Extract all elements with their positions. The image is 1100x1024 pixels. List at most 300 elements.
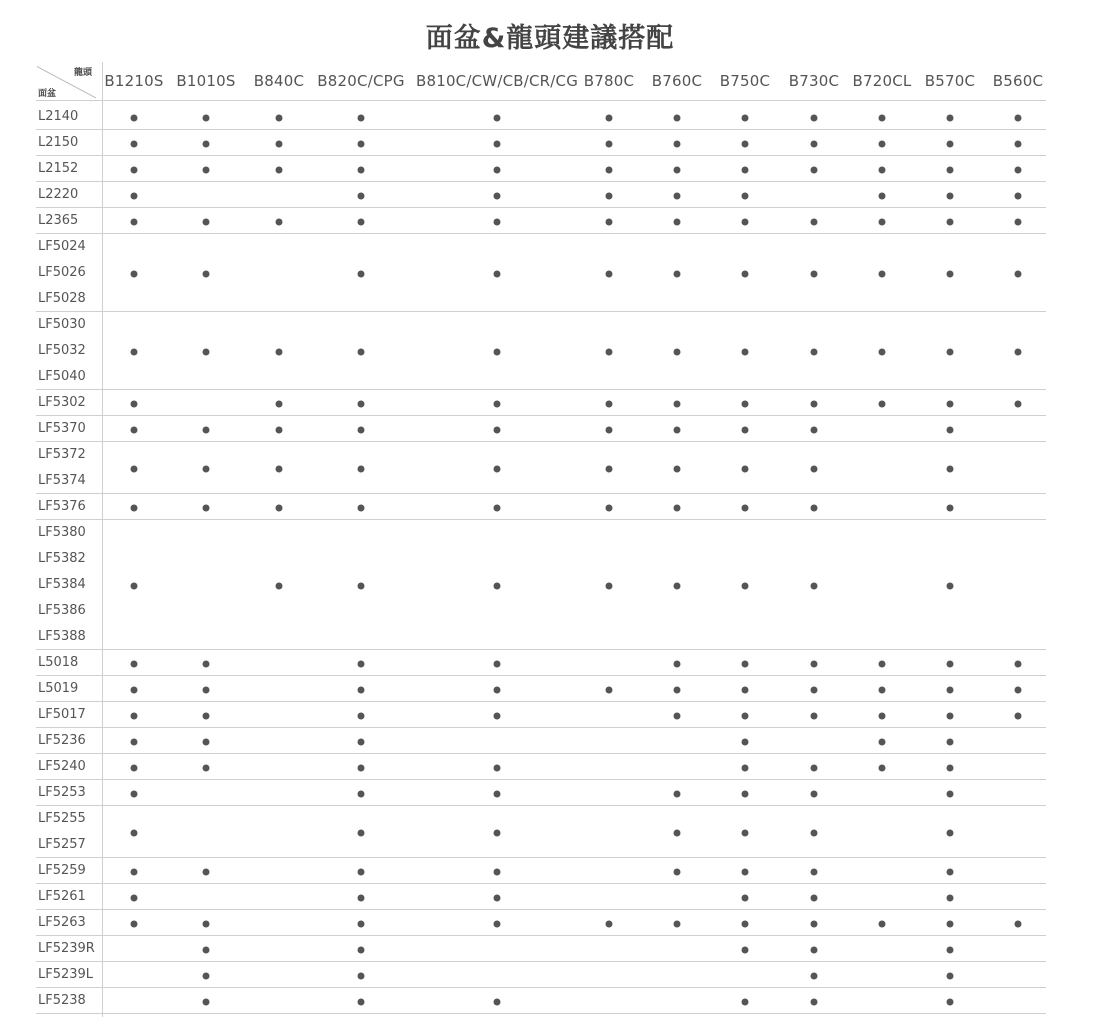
compatibility-dot: [203, 466, 210, 473]
row-label: LF5374: [38, 473, 86, 488]
compatibility-dot: [131, 271, 138, 278]
row-label: LF5370: [38, 421, 86, 436]
compatibility-dot: [606, 466, 613, 473]
row-divider: [36, 129, 1046, 130]
compatibility-dot: [606, 687, 613, 694]
compatibility-dot: [674, 687, 681, 694]
compatibility-dot: [811, 999, 818, 1006]
compatibility-dot: [947, 947, 954, 954]
compatibility-dot: [742, 141, 749, 148]
compatibility-dot: [1015, 167, 1022, 174]
row-divider: [36, 233, 1046, 234]
compatibility-dot: [276, 505, 283, 512]
compatibility-dot: [606, 427, 613, 434]
row-label: LF5030: [38, 317, 86, 332]
row-label: LF5028: [38, 291, 86, 306]
compatibility-dot: [811, 349, 818, 356]
row-divider: [36, 675, 1046, 676]
row-label: LF5240: [38, 759, 86, 774]
compatibility-dot: [494, 999, 501, 1006]
compatibility-dot: [674, 141, 681, 148]
compatibility-dot: [358, 830, 365, 837]
compatibility-dot: [742, 739, 749, 746]
compatibility-dot: [674, 115, 681, 122]
compatibility-dot: [947, 427, 954, 434]
compatibility-dot: [879, 115, 886, 122]
compatibility-dot: [879, 661, 886, 668]
row-label: LF5388: [38, 629, 86, 644]
row-label: L5018: [38, 655, 79, 670]
compatibility-dot: [131, 895, 138, 902]
compatibility-dot: [879, 219, 886, 226]
compatibility-dot: [742, 349, 749, 356]
compatibility-dot: [947, 830, 954, 837]
compatibility-dot: [358, 869, 365, 876]
row-divider: [36, 883, 1046, 884]
compatibility-dot: [811, 973, 818, 980]
compatibility-dot: [947, 687, 954, 694]
compatibility-dot: [203, 219, 210, 226]
page-title: 面盆&龍頭建議搭配: [425, 23, 675, 54]
compatibility-dot: [358, 583, 365, 590]
compatibility-dot: [203, 739, 210, 746]
compatibility-dot: [494, 791, 501, 798]
compatibility-dot: [358, 765, 365, 772]
row-divider: [36, 649, 1046, 650]
row-label: L2140: [38, 109, 79, 124]
row-label: LF5382: [38, 551, 86, 566]
compatibility-dot: [811, 687, 818, 694]
compatibility-dot: [358, 427, 365, 434]
compatibility-dot: [879, 401, 886, 408]
compatibility-dot: [131, 349, 138, 356]
compatibility-dot: [203, 505, 210, 512]
compatibility-dot: [494, 466, 501, 473]
compatibility-dot: [879, 167, 886, 174]
row-divider: [36, 805, 1046, 806]
compatibility-dot: [606, 115, 613, 122]
compatibility-dot: [742, 947, 749, 954]
compatibility-dot: [203, 661, 210, 668]
compatibility-dot: [494, 427, 501, 434]
row-label: LF5032: [38, 343, 86, 358]
compatibility-dot: [494, 141, 501, 148]
compatibility-dot: [947, 505, 954, 512]
compatibility-dot: [1015, 349, 1022, 356]
row-label: LF5236: [38, 733, 86, 748]
compatibility-dot: [131, 401, 138, 408]
row-divider: [36, 519, 1046, 520]
compatibility-dot: [494, 193, 501, 200]
compatibility-dot: [358, 271, 365, 278]
compatibility-dot: [358, 791, 365, 798]
compatibility-dot: [947, 219, 954, 226]
compatibility-dot: [494, 713, 501, 720]
row-label: LF5026: [38, 265, 86, 280]
compatibility-dot: [811, 791, 818, 798]
compatibility-dot: [494, 583, 501, 590]
compatibility-dot: [494, 167, 501, 174]
compatibility-dot: [358, 713, 365, 720]
compatibility-dot: [358, 466, 365, 473]
compatibility-dot: [203, 869, 210, 876]
compatibility-dot: [358, 401, 365, 408]
compatibility-dot: [742, 167, 749, 174]
compatibility-dot: [879, 765, 886, 772]
compatibility-dot: [811, 921, 818, 928]
header-divider: [36, 100, 1046, 101]
compatibility-dot: [358, 167, 365, 174]
compatibility-dot: [494, 661, 501, 668]
compatibility-dot: [947, 921, 954, 928]
compatibility-dot: [131, 791, 138, 798]
compatibility-dot: [494, 830, 501, 837]
column-header: B760C: [651, 72, 703, 90]
compatibility-dot: [358, 739, 365, 746]
compatibility-dot: [947, 895, 954, 902]
compatibility-dot: [606, 271, 613, 278]
row-header-divider: [102, 62, 103, 1017]
corner-label-basin: 面盆: [38, 89, 57, 99]
row-label: L2152: [38, 161, 79, 176]
compatibility-dot: [494, 219, 501, 226]
compatibility-dot: [811, 505, 818, 512]
row-divider: [36, 857, 1046, 858]
row-label: LF5239L: [38, 967, 94, 982]
column-header: B560C: [992, 72, 1044, 90]
compatibility-dot: [494, 869, 501, 876]
compatibility-dot: [811, 713, 818, 720]
compatibility-dot: [606, 401, 613, 408]
compatibility-dot: [276, 141, 283, 148]
row-label: LF5386: [38, 603, 86, 618]
row-divider: [36, 155, 1046, 156]
compatibility-dot: [811, 219, 818, 226]
compatibility-dot: [811, 765, 818, 772]
compatibility-dot: [494, 349, 501, 356]
row-label: LF5253: [38, 785, 86, 800]
compatibility-dot: [947, 765, 954, 772]
compatibility-dot: [674, 167, 681, 174]
compatibility-dot: [1015, 713, 1022, 720]
compatibility-dot: [742, 765, 749, 772]
compatibility-dot: [742, 869, 749, 876]
compatibility-dot: [742, 219, 749, 226]
column-header: B810C/CW/CB/CR/CG: [415, 72, 579, 90]
compatibility-dot: [947, 661, 954, 668]
compatibility-dot: [947, 349, 954, 356]
compatibility-dot: [879, 141, 886, 148]
column-header: B820C/CPG: [317, 72, 405, 90]
compatibility-dot: [742, 687, 749, 694]
compatibility-dot: [674, 219, 681, 226]
compatibility-dot: [203, 141, 210, 148]
compatibility-dot: [358, 661, 365, 668]
compatibility-dot: [742, 921, 749, 928]
compatibility-dot: [811, 167, 818, 174]
column-header: B720CL: [852, 72, 912, 90]
compatibility-dot: [1015, 661, 1022, 668]
compatibility-dot: [606, 193, 613, 200]
compatibility-dot: [879, 921, 886, 928]
compatibility-dot: [203, 713, 210, 720]
compatibility-dot: [203, 427, 210, 434]
compatibility-dot: [203, 999, 210, 1006]
compatibility-dot: [606, 167, 613, 174]
compatibility-dot: [358, 505, 365, 512]
compatibility-dot: [358, 999, 365, 1006]
compatibility-dot: [1015, 271, 1022, 278]
compatibility-dot: [674, 193, 681, 200]
compatibility-dot: [494, 401, 501, 408]
compatibility-dot: [674, 661, 681, 668]
compatibility-dot: [494, 921, 501, 928]
compatibility-dot: [131, 713, 138, 720]
compatibility-dot: [358, 193, 365, 200]
compatibility-dot: [1015, 921, 1022, 928]
compatibility-dot: [276, 427, 283, 434]
compatibility-dot: [811, 947, 818, 954]
row-label: L2365: [38, 213, 79, 228]
compatibility-dot: [879, 349, 886, 356]
compatibility-dot: [203, 115, 210, 122]
compatibility-dot: [674, 583, 681, 590]
compatibility-dot: [879, 193, 886, 200]
row-label: LF5238: [38, 993, 86, 1008]
compatibility-dot: [947, 115, 954, 122]
compatibility-dot: [742, 427, 749, 434]
compatibility-dot: [203, 271, 210, 278]
compatibility-dot: [947, 999, 954, 1006]
compatibility-dot: [131, 869, 138, 876]
row-divider: [36, 935, 1046, 936]
row-label: LF5372: [38, 447, 86, 462]
compatibility-dot: [947, 271, 954, 278]
compatibility-dot: [358, 895, 365, 902]
compatibility-dot: [811, 661, 818, 668]
compatibility-dot: [811, 401, 818, 408]
compatibility-dot: [742, 713, 749, 720]
compatibility-dot: [811, 583, 818, 590]
compatibility-dot: [811, 466, 818, 473]
row-label: LF5239R: [38, 941, 95, 956]
compatibility-dot: [358, 349, 365, 356]
compatibility-dot: [742, 505, 749, 512]
row-divider: [36, 779, 1046, 780]
row-label: L5019: [38, 681, 79, 696]
row-divider: [36, 753, 1046, 754]
row-label: LF5257: [38, 837, 86, 852]
row-label: LF5040: [38, 369, 86, 384]
compatibility-dot: [947, 713, 954, 720]
compatibility-dot: [742, 830, 749, 837]
compatibility-dot: [947, 739, 954, 746]
compatibility-dot: [811, 830, 818, 837]
compatibility-dot: [494, 765, 501, 772]
row-divider: [36, 727, 1046, 728]
compatibility-dot: [358, 141, 365, 148]
compatibility-dot: [203, 921, 210, 928]
compatibility-dot: [131, 765, 138, 772]
compatibility-dot: [879, 687, 886, 694]
compatibility-dot: [742, 271, 749, 278]
compatibility-dot: [742, 661, 749, 668]
compatibility-dot: [494, 271, 501, 278]
compatibility-dot: [879, 739, 886, 746]
compatibility-dot: [203, 947, 210, 954]
compatibility-dot: [742, 466, 749, 473]
row-divider: [36, 987, 1046, 988]
compatibility-dot: [674, 869, 681, 876]
compatibility-dot: [674, 427, 681, 434]
row-divider: [36, 415, 1046, 416]
compatibility-dot: [879, 713, 886, 720]
row-label: LF5261: [38, 889, 86, 904]
compatibility-dot: [494, 115, 501, 122]
row-label: LF5384: [38, 577, 86, 592]
compatibility-dot: [1015, 115, 1022, 122]
compatibility-dot: [606, 349, 613, 356]
compatibility-dot: [811, 427, 818, 434]
row-divider: [36, 181, 1046, 182]
compatibility-dot: [674, 830, 681, 837]
compatibility-dot: [742, 401, 749, 408]
compatibility-dot: [358, 921, 365, 928]
compatibility-dot: [276, 115, 283, 122]
row-label: LF5302: [38, 395, 86, 410]
compatibility-dot: [276, 583, 283, 590]
column-header: B1010S: [176, 72, 236, 90]
row-label: LF5263: [38, 915, 86, 930]
compatibility-dot: [131, 687, 138, 694]
row-divider: [36, 701, 1046, 702]
row-label: LF5024: [38, 239, 86, 254]
compatibility-dot: [276, 349, 283, 356]
compatibility-dot: [494, 505, 501, 512]
compatibility-dot: [203, 973, 210, 980]
compatibility-dot: [811, 895, 818, 902]
row-label: LF5376: [38, 499, 86, 514]
compatibility-dot: [947, 141, 954, 148]
compatibility-dot: [811, 141, 818, 148]
compatibility-dot: [674, 921, 681, 928]
compatibility-dot: [494, 895, 501, 902]
compatibility-dot: [358, 973, 365, 980]
compatibility-dot: [674, 791, 681, 798]
compatibility-dot: [203, 687, 210, 694]
compatibility-dot: [947, 401, 954, 408]
compatibility-dot: [606, 583, 613, 590]
column-header: B570C: [924, 72, 976, 90]
compatibility-dot: [131, 830, 138, 837]
column-header: B840C: [253, 72, 305, 90]
compatibility-dot: [1015, 401, 1022, 408]
compatibility-dot: [131, 739, 138, 746]
row-label: LF5255: [38, 811, 86, 826]
compatibility-dot: [131, 167, 138, 174]
compatibility-dot: [811, 869, 818, 876]
row-label: LF5259: [38, 863, 86, 878]
compatibility-dot: [742, 895, 749, 902]
compatibility-dot: [276, 401, 283, 408]
compatibility-dot: [131, 466, 138, 473]
row-label: L2220: [38, 187, 79, 202]
column-header: B750C: [719, 72, 771, 90]
compatibility-dot: [276, 219, 283, 226]
column-header: B1210S: [104, 72, 164, 90]
compatibility-dot: [947, 466, 954, 473]
compatibility-dot: [203, 349, 210, 356]
compatibility-dot: [674, 349, 681, 356]
row-divider: [36, 441, 1046, 442]
compatibility-dot: [1015, 687, 1022, 694]
row-divider: [36, 311, 1046, 312]
compatibility-dot: [494, 687, 501, 694]
compatibility-dot: [131, 661, 138, 668]
compatibility-dot: [947, 167, 954, 174]
compatibility-dot: [131, 427, 138, 434]
row-label: LF5017: [38, 707, 86, 722]
compatibility-dot: [742, 193, 749, 200]
compatibility-dot: [131, 219, 138, 226]
compatibility-dot: [276, 167, 283, 174]
compatibility-dot: [358, 947, 365, 954]
compatibility-dot: [947, 869, 954, 876]
compatibility-dot: [358, 219, 365, 226]
compatibility-dot: [358, 115, 365, 122]
compatibility-dot: [947, 583, 954, 590]
compatibility-dot: [606, 141, 613, 148]
compatibility-dot: [131, 141, 138, 148]
compatibility-dot: [1015, 193, 1022, 200]
compatibility-dot: [131, 921, 138, 928]
compatibility-dot: [131, 583, 138, 590]
compatibility-dot: [674, 713, 681, 720]
compatibility-dot: [131, 505, 138, 512]
compatibility-dot: [947, 973, 954, 980]
row-divider: [36, 1013, 1046, 1014]
compatibility-dot: [606, 219, 613, 226]
compatibility-dot: [203, 167, 210, 174]
row-divider: [36, 389, 1046, 390]
compatibility-dot: [811, 271, 818, 278]
compatibility-dot: [879, 271, 886, 278]
compatibility-dot: [1015, 141, 1022, 148]
compatibility-dot: [606, 505, 613, 512]
compatibility-dot: [358, 687, 365, 694]
compatibility-dot: [742, 115, 749, 122]
compatibility-dot: [131, 193, 138, 200]
compatibility-dot: [276, 466, 283, 473]
compatibility-dot: [742, 583, 749, 590]
corner-label-faucet: 龍頭: [74, 68, 93, 78]
compatibility-dot: [947, 193, 954, 200]
compatibility-dot: [674, 466, 681, 473]
row-divider: [36, 207, 1046, 208]
column-header: B780C: [583, 72, 635, 90]
compatibility-dot: [947, 791, 954, 798]
compatibility-dot: [742, 999, 749, 1006]
compatibility-dot: [606, 921, 613, 928]
compatibility-dot: [131, 115, 138, 122]
compatibility-dot: [742, 791, 749, 798]
row-divider: [36, 961, 1046, 962]
row-label: L2150: [38, 135, 79, 150]
compatibility-dot: [203, 765, 210, 772]
compatibility-dot: [674, 271, 681, 278]
compatibility-dot: [674, 505, 681, 512]
row-divider: [36, 909, 1046, 910]
